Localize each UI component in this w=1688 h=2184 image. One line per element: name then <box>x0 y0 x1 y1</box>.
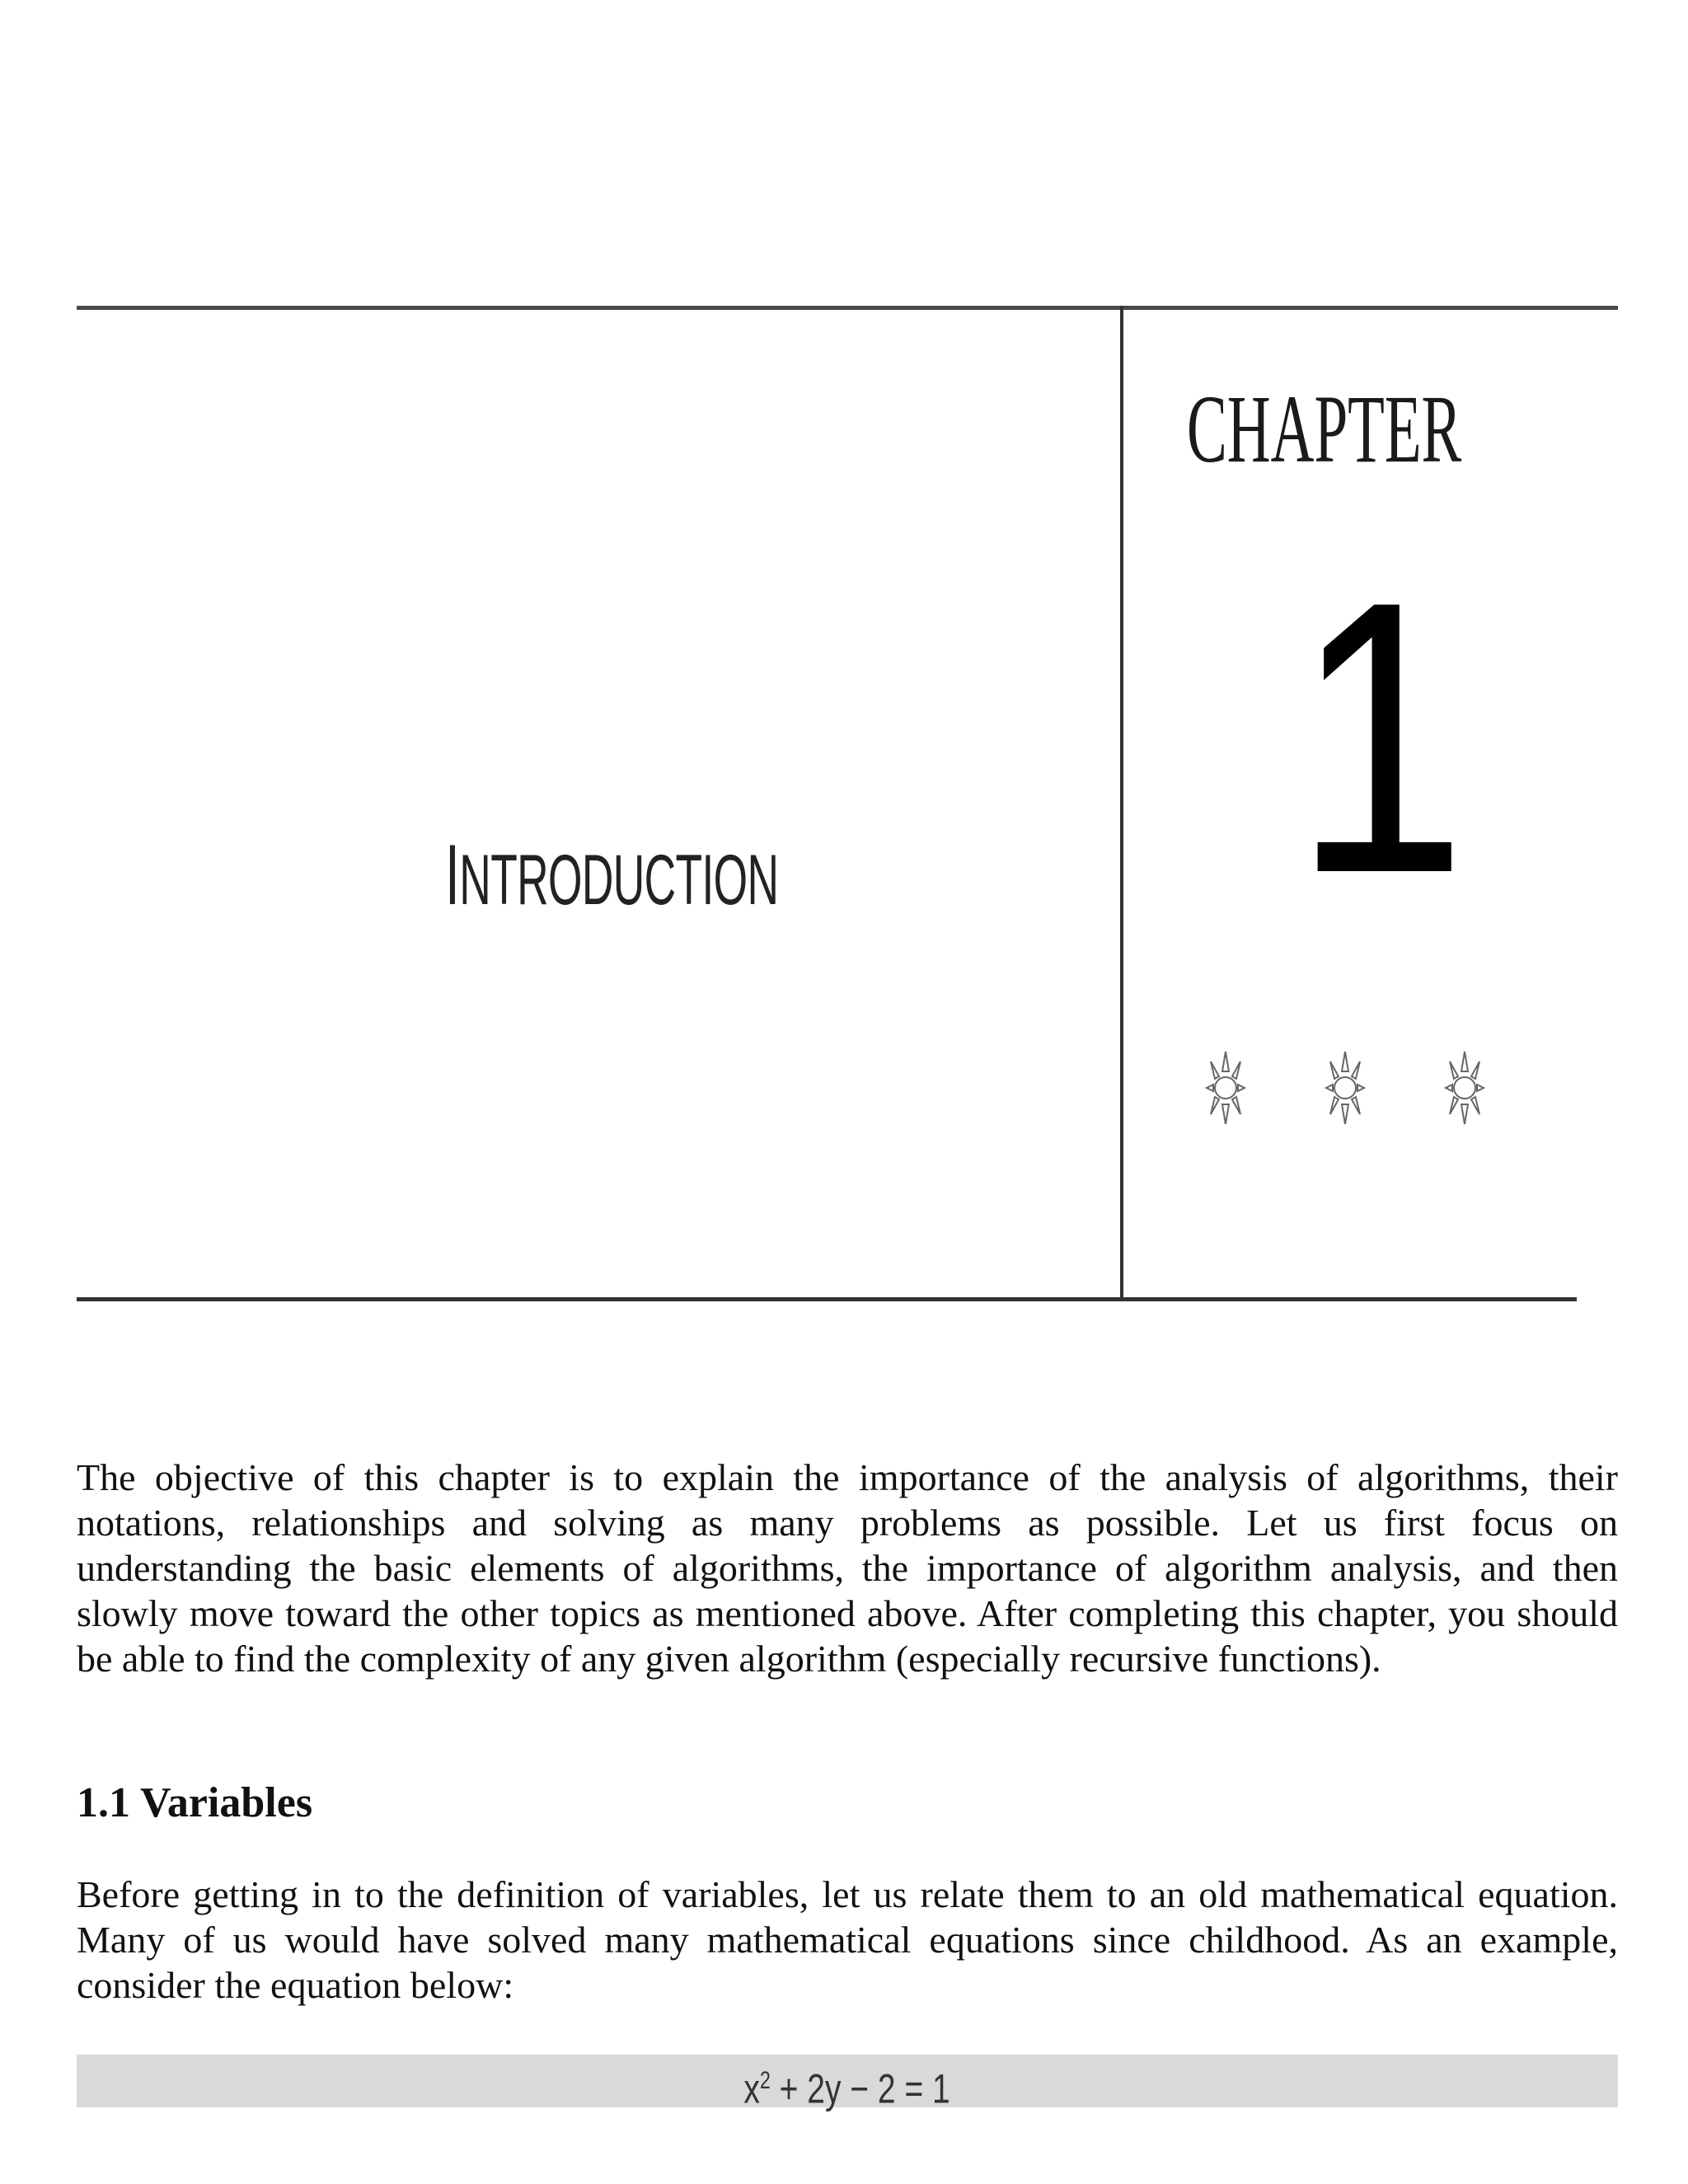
intro-paragraph: The objective of this chapter is to explain the importance of the analysis of algorithms, their notations, relationships and solving as many problems as possible. Let us first focus on understanding the basic elements of algorithms, the importance of algorithm analysis, and then slowly move toward the other topics as mentioned above. After completing this chapter, you should be able to find the complexity of any given algorithm (especially recursive functions). <box>77 1456 1618 1680</box>
chapter-title-rest: NTRODUCTION <box>459 841 779 920</box>
vertical-divider <box>1120 306 1123 1301</box>
sun-icon <box>1321 1047 1369 1129</box>
equation-box <box>77 2055 1618 2112</box>
bottom-rule <box>77 1297 1577 1301</box>
chapter-title <box>445 827 779 923</box>
chapter-number: 1 <box>1294 521 1467 954</box>
chapter-label: CHAPTER <box>1187 375 1462 483</box>
sun-icon <box>1202 1047 1250 1129</box>
section-paragraph: Before getting in to the definition of variables, let us relate them to an old mathematical equation. Many of us would have solved many mathematical equations since childhood. As an example, consider the equation below: <box>77 1873 1618 2006</box>
equation-rest: + 2y − 2 = 1 <box>771 2065 951 2112</box>
sun-icon <box>1441 1047 1489 1129</box>
equation-base: x <box>743 2065 761 2112</box>
equation <box>744 2055 950 2116</box>
chapter-title-initial: I <box>445 827 460 923</box>
equation-exponent: 2 <box>760 2067 771 2094</box>
top-rule <box>77 306 1618 310</box>
section-heading: 1.1 Variables <box>77 1779 313 1826</box>
